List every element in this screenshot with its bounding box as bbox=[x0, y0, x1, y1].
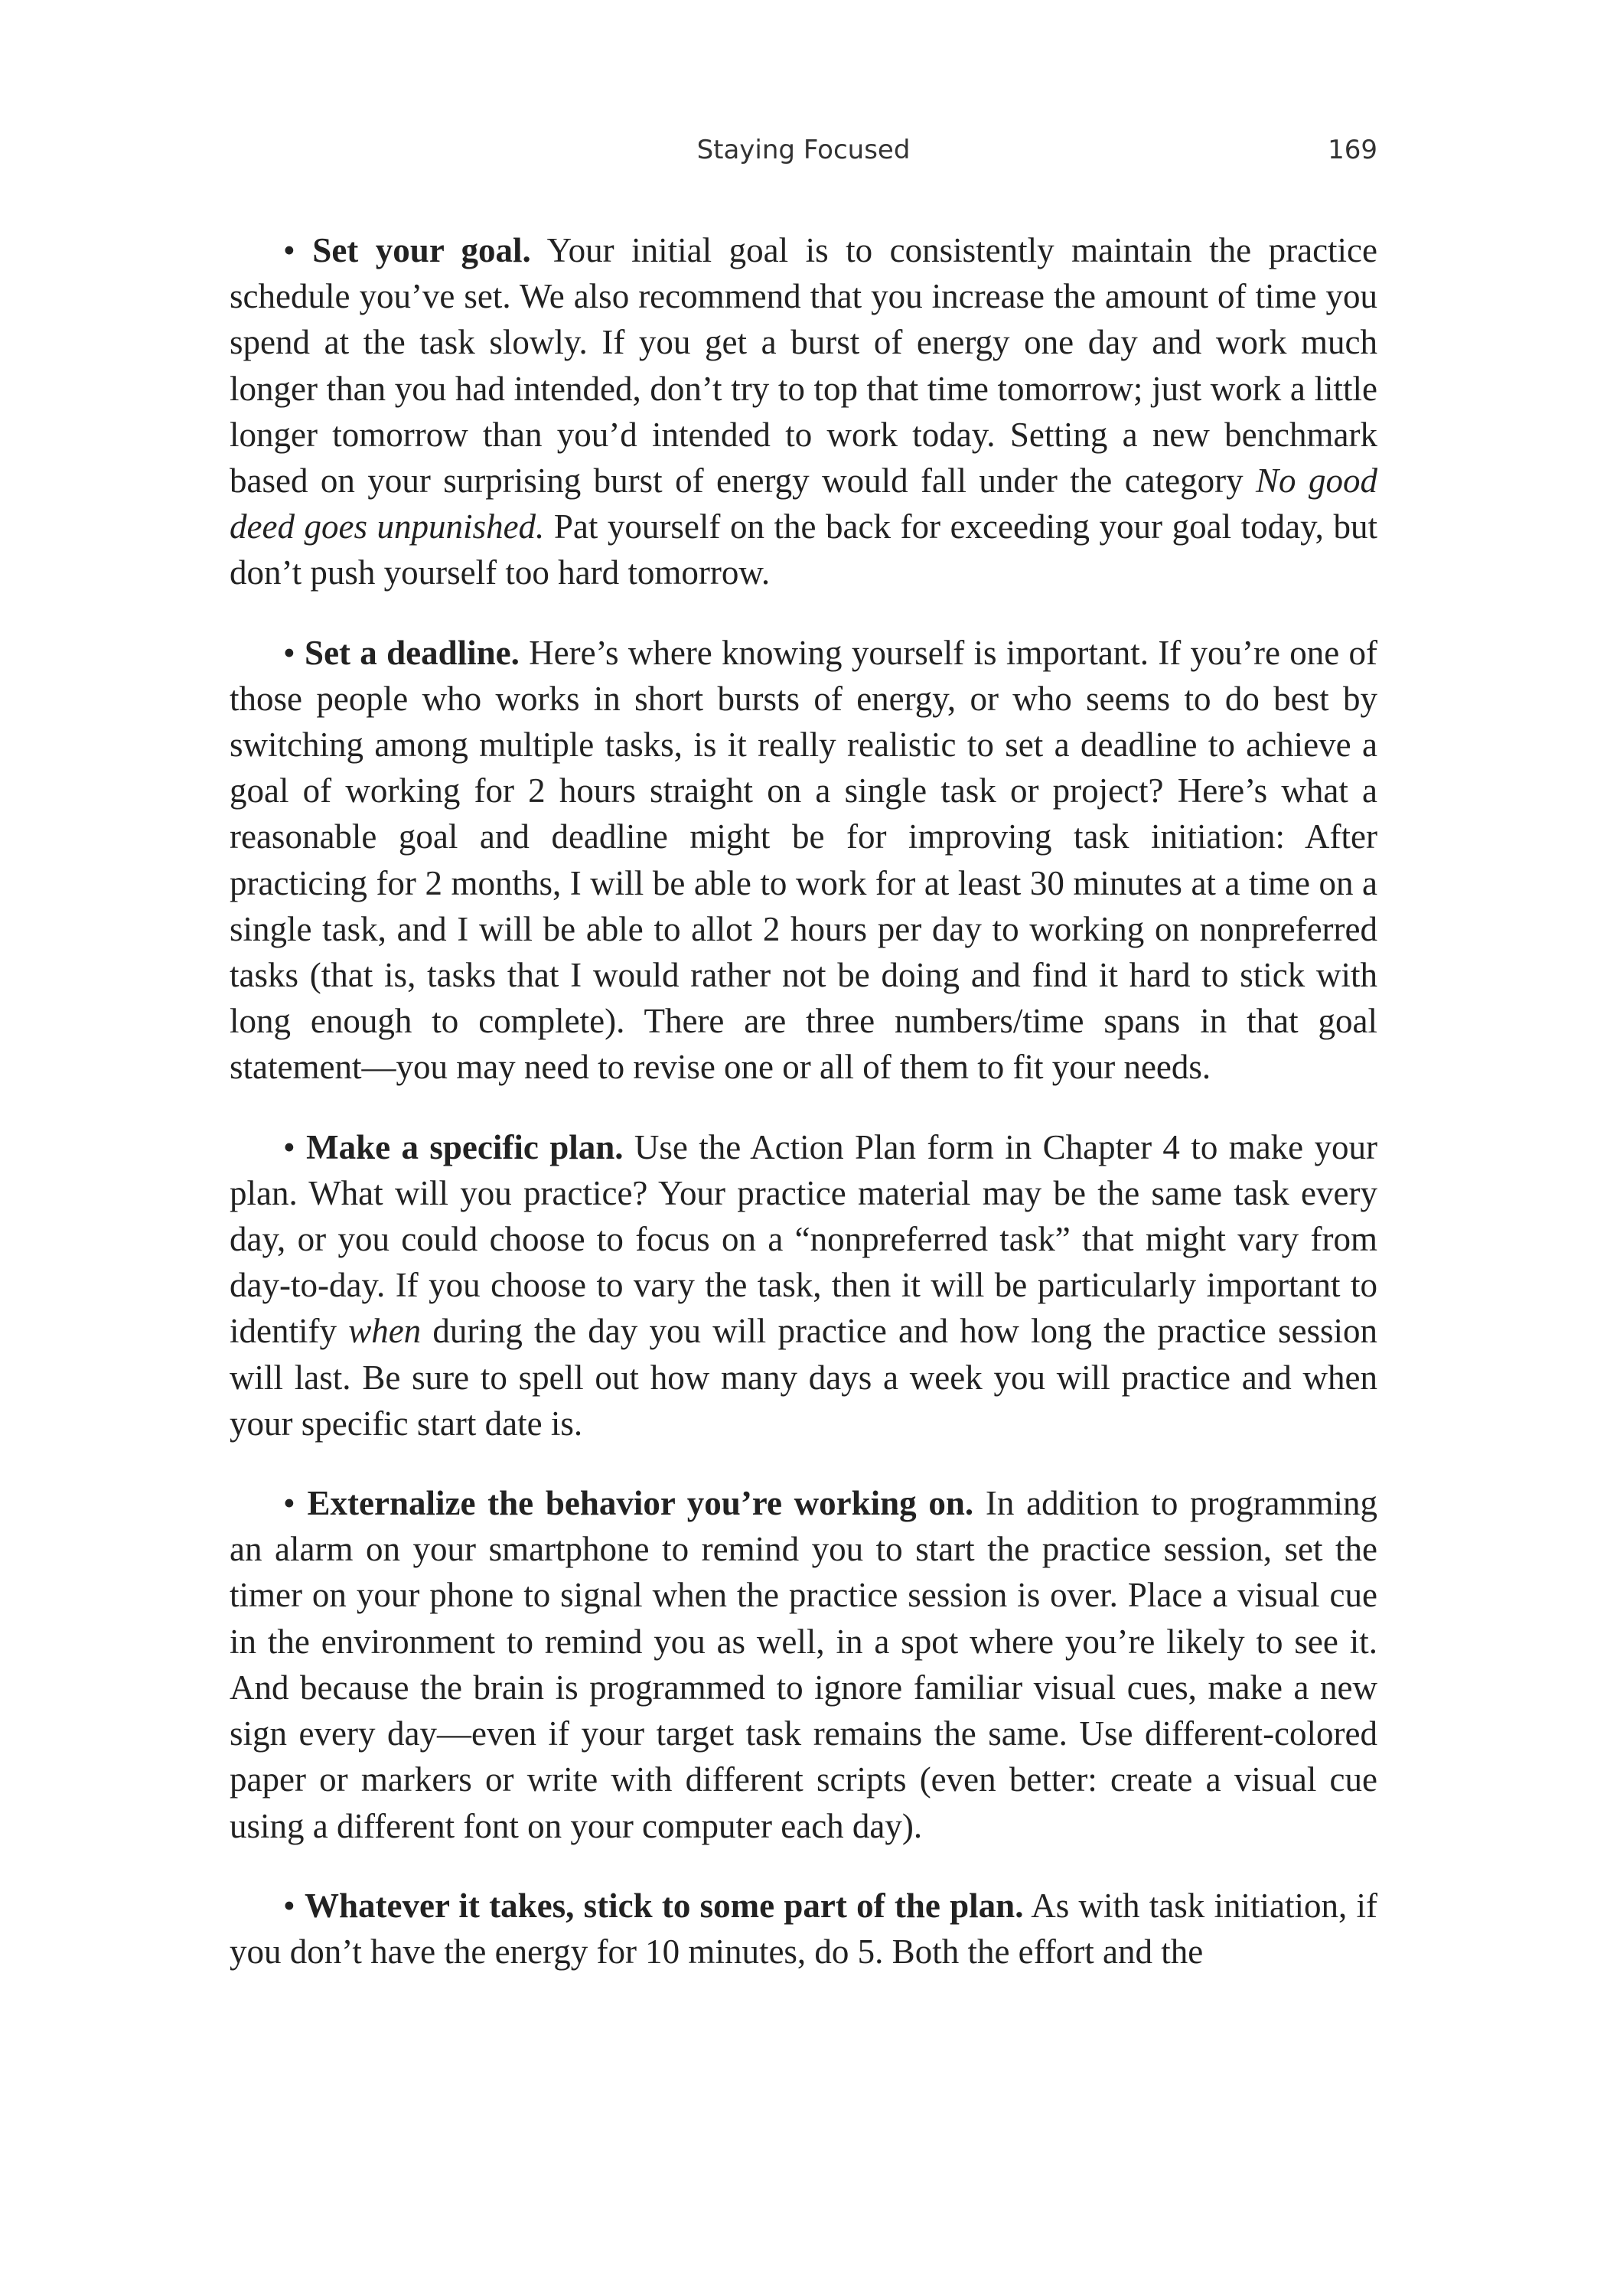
paragraph-externalize bbox=[230, 1480, 1377, 1849]
paragraph-set-deadline bbox=[230, 630, 1377, 1091]
paragraph-text: As with task initiation, if you don’t have the energy for 10 minutes, do 5. Both the effort and the bbox=[230, 1886, 1377, 1971]
italic-phrase: No good deed goes unpunished. bbox=[230, 461, 1377, 546]
running-head-title: Staying Focused bbox=[696, 135, 911, 165]
paragraph-text: In addition to programming an alarm on your smartphone to remind you to start the practice session, set the timer on your phone to signal when the practice session is over. Place a visual cue in the environment to remind you as well, in a spot where you’re likely to see it. And because the brain is programmed to ignore familiar visual cues, make a new sign every day—even if your target task remains the same. Use different-colored paper or markers or write with different scripts (even better: create a visual cue using a different font on your computer each day). bbox=[230, 1484, 1378, 1845]
paragraph-lead: Set a deadline. bbox=[305, 633, 520, 672]
paragraph-lead: Whatever it takes, stick to some part of the plan. bbox=[305, 1886, 1024, 1925]
paragraph-whatever-it-takes bbox=[230, 1883, 1377, 1975]
page-number: 169 bbox=[1328, 135, 1377, 165]
paragraph-text: Use the Action Plan form in Chapter 4 to make your plan. What will you practice? Your practice material may be the same task every day, or you could choose to focus on a “nonpreferred task” that might vary from day-to-day. If you choose to vary the task, then it will be particularly important to identify bbox=[230, 1127, 1378, 1351]
running-head bbox=[230, 135, 1377, 173]
bullet-icon: • bbox=[283, 1484, 295, 1523]
paragraph-text: Pat yourself on the back for exceeding your goal today, but don’t push yourself too hard tomorrow. bbox=[230, 507, 1377, 592]
paragraph-lead: Make a specific plan. bbox=[306, 1127, 624, 1166]
paragraph-text: Your initial goal is to consistently maintain the practice schedule you’ve set. We also recommend that you increase the amount of time you spend at the task slowly. If you get a burst of energy one day and work much longer than you had intended, don’t try to top that time tomorrow; just work a little longer tomorrow than you’d intended to work today. Setting a new benchmark based on your surprising burst of energy would fall under the category bbox=[230, 231, 1377, 501]
paragraph-lead: Set your goal. bbox=[312, 231, 531, 269]
paragraph-text: Here’s where knowing yourself is important. If you’re one of those people who works in short bursts of energy, or who seems to do best by switching among multiple tasks, is it really realistic to set a deadline to achieve a goal of working for 2 hours straight on a single task or project? Here’s what a reasonable goal and deadline might be for improving task initiation: After practicing for 2 months, I will be able to work for at least 30 minutes at a time on a single task, and I will be able to allot 2 hours per day to working on nonpreferred tasks (that is, tasks that I would rather not be doing and find it hard to stick with long enough to complete). There are three numbers/time spans in that goal statement—you may need to revise one or all of them to fit your needs. bbox=[230, 633, 1378, 1087]
bullet-icon: • bbox=[283, 1127, 295, 1166]
paragraph-text: during the day you will practice and how long the practice session will last. Be sure to spell out how many days a week you will practice and when your specific start date is. bbox=[230, 1312, 1377, 1443]
italic-word: when bbox=[348, 1312, 422, 1351]
paragraph-set-goal bbox=[230, 227, 1377, 596]
paragraph-specific-plan bbox=[230, 1124, 1377, 1446]
bullet-icon: • bbox=[283, 231, 295, 269]
bullet-icon: • bbox=[283, 1886, 295, 1925]
paragraph-lead: Externalize the behavior you’re working on. bbox=[307, 1484, 974, 1523]
bullet-icon: • bbox=[283, 633, 295, 672]
body-text bbox=[230, 227, 1377, 1975]
